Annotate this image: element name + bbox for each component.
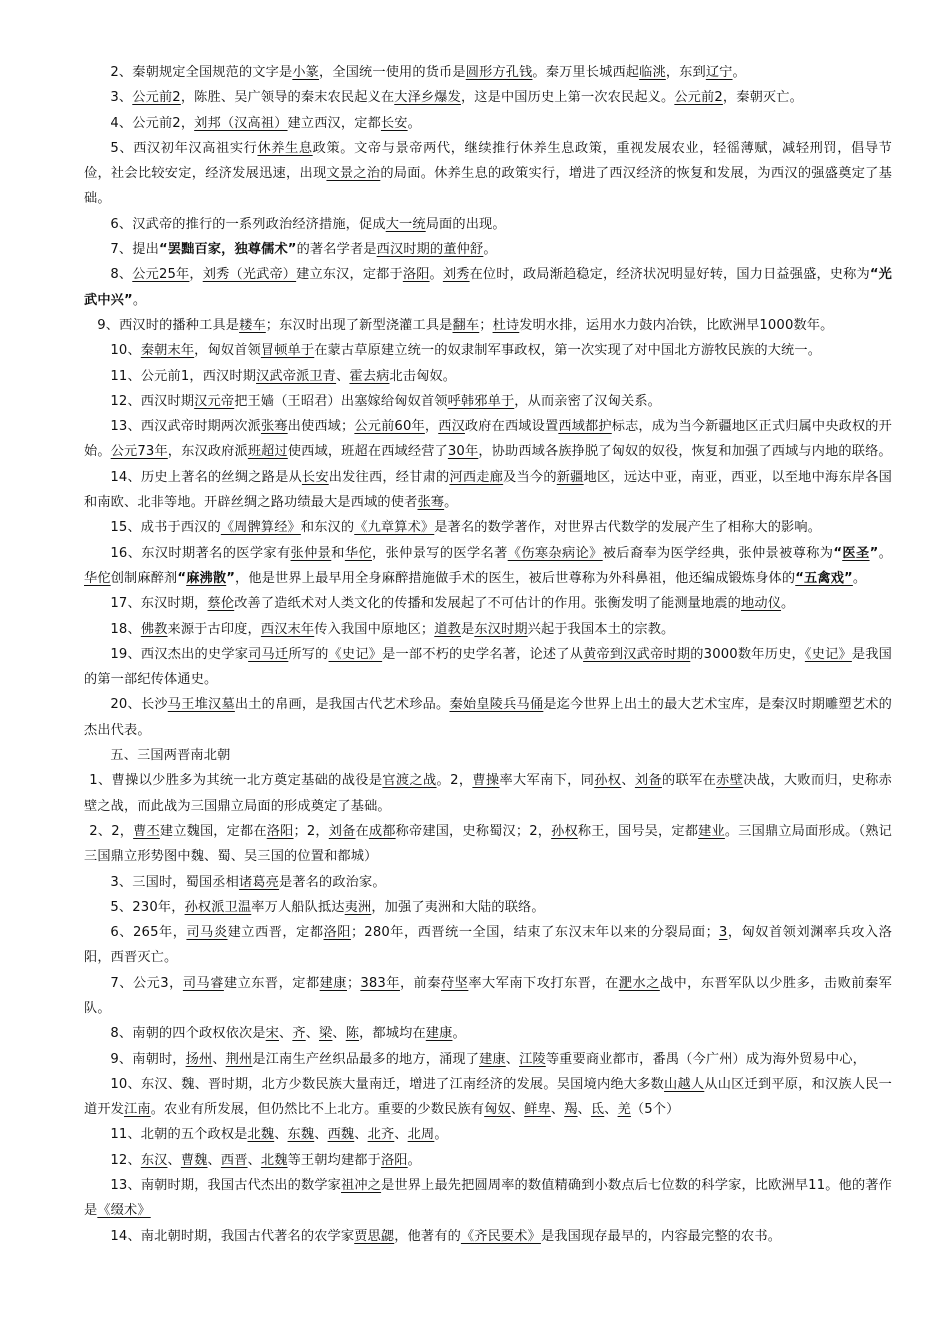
paragraph: 6、汉武帝的推行的一系列政治经济措施，促成大一统局面的出现。 xyxy=(110,216,506,232)
paragraph: 13、南朝时期，我国古代杰出的数学家祖冲之是世界上最先把圆周率的数值精确到小数点后七位数的科学家，比欧洲早11。他的著作是《缀术》 xyxy=(84,1178,892,1219)
paragraph: 6、265年，司马炎建立西晋，定都洛阳；280年，西晋统一全国，结束了东汉末年以来的分裂局面；3，匈奴首领刘渊率兵攻入洛阳，西晋灭亡。 xyxy=(84,925,892,966)
paragraph: 15、成书于西汉的《周髀算经》和东汉的《九章算术》是著名的数学著作，对世界古代数学的发展产生了相称大的影响。 xyxy=(110,520,822,536)
paragraph: 7、提出“罢黜百家，独尊儒术”的著名学者是西汉时期的董仲舒。 xyxy=(110,242,497,258)
document-body xyxy=(84,60,892,1249)
paragraph: 4、公元前2，刘邦（汉高祖）建立西汉，定都长安。 xyxy=(110,115,421,131)
paragraph: 2、秦朝规定全国规范的文字是小篆，全国统一使用的货币是圆形方孔钱。秦万里长城西起临洮，东到辽宁。 xyxy=(110,65,746,80)
paragraph: 18、佛教来源于古印度，西汉末年传入我国中原地区；道教是东汉时期兴起于我国本土的宗教。 xyxy=(110,621,675,637)
paragraph: 3、公元前2，陈胜、吴广领导的秦末农民起义在大泽乡爆发，这是中国历史上第一次农民起义。公元前2，秦朝灭亡。 xyxy=(110,90,803,106)
paragraph: 5、西汉初年汉高祖实行休养生息政策。文帝与景帝两代，继续推行休养生息政策，重视发展农业，轻徭薄赋，减轻刑罚，倡导节俭，社会比较安定，经济发展迅速，出现文景之治的局面。休养生息的政策实行，增进了西汉经济的恢复和发展，为西汉的强盛奠定了基础。 xyxy=(84,140,892,207)
paragraph: 3、三国时，蜀国丞相诸葛亮是著名的政治家。 xyxy=(110,874,386,890)
paragraph: 19、西汉杰出的史学家司马迁所写的《史记》是一部不朽的史学名著，论述了从黄帝到汉武帝时期的3000数年历史，《史记》是我国的第一部纪传体通史。 xyxy=(84,646,893,688)
paragraph: 10、东汉、魏、晋时期，北方少数民族大量南迁，增进了江南经济的发展。吴国境内绝大多数山越人从山区迁到平原，和汉族人民一道开发江南。农业有所发展，但仍然比不上北方。重要的少数民族有匈奴、鲜卑、羯、氐、羌（5个） xyxy=(84,1076,892,1118)
paragraph: 14、历史上著名的丝绸之路是从长安出发往西，经甘肃的河西走廊及当今的新疆地区，远达中亚，南亚，西亚，以至地中海东岸各国和南欧、北非等地。开辟丝绸之路功绩最大是西域的使者张骞。 xyxy=(84,469,892,511)
paragraph: 12、西汉时期汉元帝把王嫱（王昭君）出塞嫁给匈奴首领呼韩邪单于，从而亲密了汉匈关系。 xyxy=(110,393,661,409)
paragraph: 5、230年，孙权派卫温率万人船队抵达夷洲，加强了夷洲和大陆的联络。 xyxy=(110,899,545,915)
paragraph: 14、南北朝时期，我国古代著名的农学家贾思勰，他著有的《齐民要术》是我国现存最早的，内容最完整的农书。 xyxy=(110,1228,782,1244)
paragraph: 12、东汉、曹魏、西晋、北魏等王朝均建都于洛阳。 xyxy=(110,1152,421,1168)
paragraph: 9、南朝时，扬州、荆州是江南生产丝织品最多的地方，涌现了建康、江陵等重要商业都市，番禺（今广州）成为海外贸易中心， xyxy=(110,1051,866,1067)
paragraph: 10、秦朝末年，匈奴首领冒顿单于在蒙古草原建立统一的奴隶制军事政权，第一次实现了对中国北方游牧民族的大统一。 xyxy=(110,343,822,359)
paragraph: 2、2，曹丕建立魏国，定都在洛阳；2，刘备在成都称帝建国，史称蜀汉；2，孙权称王，国号吴，定都建业。三国鼎立局面形成。（熟记三国鼎立形势图中魏、蜀、吴三国的位置和都城） xyxy=(84,823,892,865)
paragraph: 11、公元前1，西汉时期汉武帝派卫青、霍去病北击匈奴。 xyxy=(110,368,457,384)
paragraph: 16、东汉时期著名的医学家有张仲景和华佗，张仲景写的医学名著《伤寒杂病论》被后裔奉为医学经典，张仲景被尊称为“医圣”。华佗创制麻醉剂“麻沸散”，他是世界上最早用全身麻醉措施做手术的医生，被后世尊称为外科鼻祖，他还编成锻炼身体的“五禽戏”。 xyxy=(84,545,892,586)
paragraph: 17、东汉时期，蔡伦改善了造纸术对人类文化的传播和发展起了不可估计的作用。张衡发明了能测量地震的地动仪。 xyxy=(110,596,795,612)
paragraph: 1、曹操以少胜多为其统一北方奠定基础的战役是官渡之战。2，曹操率大军南下，同孙权、刘备的联军在赤壁决战，大败而归，史称赤壁之战，而此战为三国鼎立局面的形成奠定了基础。 xyxy=(84,773,892,814)
section-heading: 五、三国两晋南北朝 xyxy=(110,748,231,764)
paragraph: 8、南朝的四个政权依次是宋、齐、梁、陈，都城均在建康。 xyxy=(110,1026,466,1042)
paragraph: 9、西汉时的播种工具是耧车；东汉时出现了新型浇灌工具是翻车；杜诗发明水排，运用水力鼓内冶铁，比欧洲早1000数年。 xyxy=(97,317,834,333)
paragraph: 13、西汉武帝时期两次派张骞出使西域；公元前60年，西汉政府在西域设置西域都护标志，成为当今新疆地区正式归属中央政权的开始。公元73年，东汉政府派班超过使西域，班超在西域经营了30年，协助西域各族挣脱了匈奴的奴役，恢复和加强了西域与内地的联络。 xyxy=(84,419,892,460)
paragraph: 11、北朝的五个政权是北魏、东魏、西魏、北齐、北周。 xyxy=(110,1127,448,1143)
paragraph: 7、公元3，司马睿建立东晋，定都建康；383年，前秦苻坚率大军南下攻打东晋，在淝水之战中，东晋军队以少胜多，击败前秦军队。 xyxy=(84,975,892,1016)
paragraph: 8、公元25年，刘秀（光武帝）建立东汉，定都于洛阳。刘秀在位时，政局渐趋稳定，经济状况明显好转，国力日益强盛，史称为“光武中兴”。 xyxy=(84,267,892,308)
paragraph: 20、长沙马王堆汉墓出土的帛画，是我国古代艺术珍品。秦始皇陵兵马俑是迄今世界上出土的最大艺术宝库，是秦汉时期雕塑艺术的杰出代表。 xyxy=(84,697,893,738)
